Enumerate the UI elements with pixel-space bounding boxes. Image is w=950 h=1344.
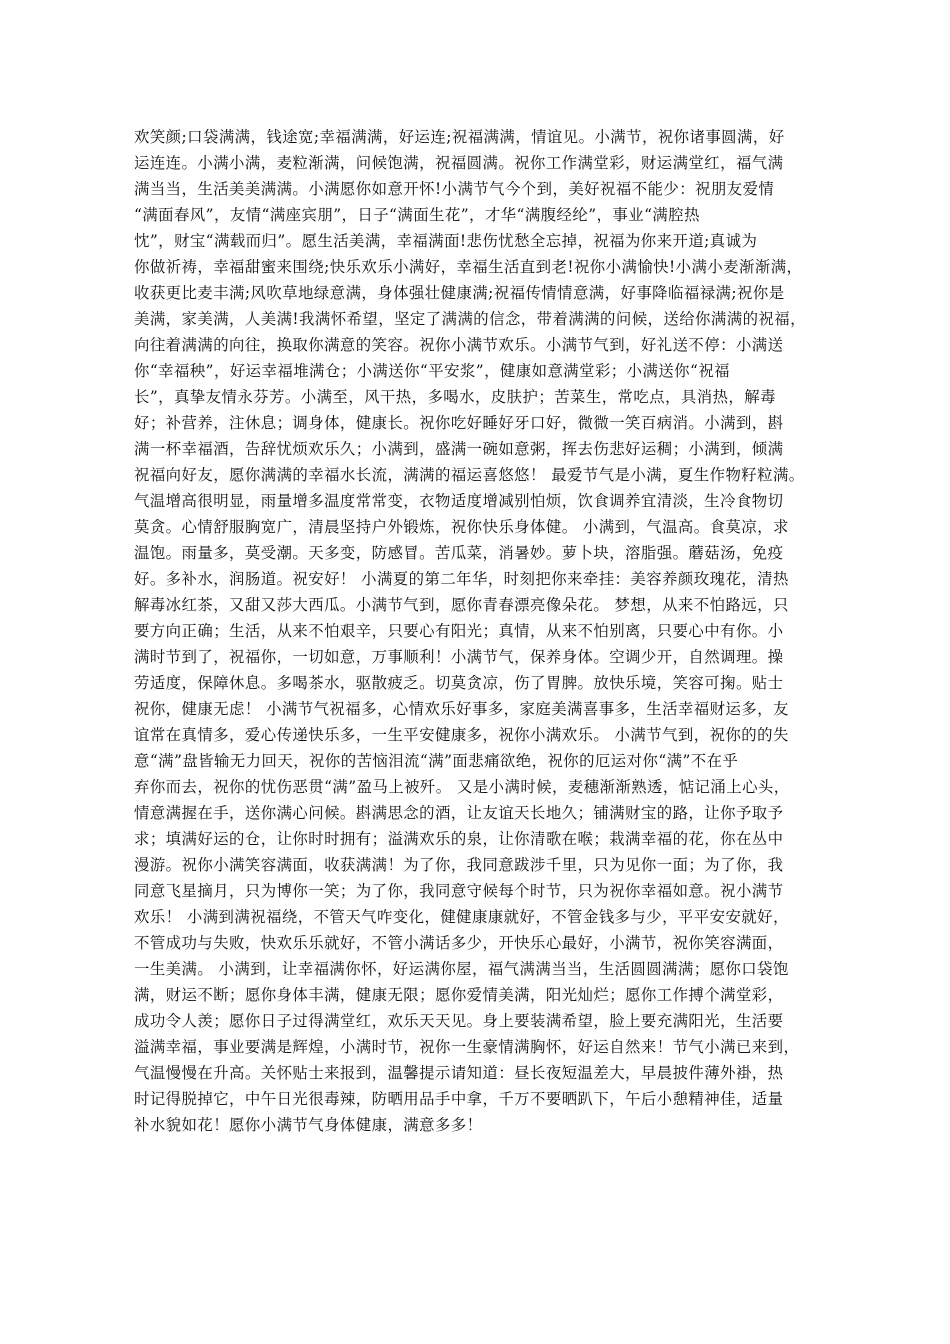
text-line: 欢乐！ 小满到满祝福绕，不管天气咋变化，健健康康就好，不管金钱多与少，平平安安就好， xyxy=(134,908,789,926)
text-line: 美满，家美满，人美满!我满怀希望，坚定了满满的信念，带着满满的问候，送给你满满的祝福， xyxy=(134,310,806,328)
text-line: 祝福向好友，愿你满满的幸福水长流，满满的福运喜悠悠！ 最爱节气是小满，夏生作物籽粒满。 xyxy=(134,466,805,484)
text-line: 弃你而去，祝你的忧伤恶贯“满”盈马上被歼。 又是小满时候，麦穗渐渐熟透，惦记涌上心头， xyxy=(134,778,790,796)
text-line: 忱”，财宝“满载而归”。愿生活美满，幸福满面!悲伤忧愁全忘掉，祝福为你来开道;真诚为 xyxy=(134,232,758,250)
text-line: 气温慢慢在升高。关怀贴士来报到，温馨提示请知道：昼长夜短温差大，早晨披件薄外褂，热 xyxy=(134,1064,784,1082)
text-line: 莫贪。心情舒服胸宽广，清晨坚持户外锻炼，祝你快乐身体健。 小满到，气温高。食莫凉，求 xyxy=(134,518,789,536)
text-line: 要方向正确；生活，从来不怕艰辛，只要心有阳光；真情，从来不怕别离，只要心中有你。小 xyxy=(134,622,784,640)
text-line: 谊常在真情多，爱心传递快乐多，一生平安健康多，祝你小满欢乐。 小满节气到，祝你的的失 xyxy=(134,726,789,744)
text-line: 满当当，生活美美满满。小满愿你如意开怀!小满节气今个到，美好祝福不能少：祝朋友爱情 xyxy=(134,180,775,198)
text-line: 满一杯幸福酒，告辞忧烦欢乐久；小满到，盛满一碗如意粥，挥去伤悲好运稠；小满到，倾满 xyxy=(134,440,784,458)
text-line: 收获更比麦丰满;风吹草地绿意满，身体强壮健康满;祝福传情情意满，好事降临福禄满;祝你是 xyxy=(134,284,785,302)
text-line: 欢笑颜;口袋满满，钱途宽;幸福满满，好运连;祝福满满，情谊见。小满节，祝你诸事圆满，好 xyxy=(134,128,785,146)
text-line: 满，财运不断；愿你身体丰满，健康无限；愿你爱情美满，阳光灿烂；愿你工作搏个满堂彩， xyxy=(134,986,784,1004)
text-line: 好。多补水，润肠道。祝安好！ 小满夏的第二年华，时刻把你来牵挂：美容养颜玫瑰花，清热 xyxy=(134,570,789,588)
text-line: 运连连。小满小满，麦粒渐满，问候饱满，祝福圆满。祝你工作满堂彩，财运满堂红，福气满 xyxy=(134,154,784,172)
text-line: 满时节到了，祝福你，一切如意，万事顺利！小满节气，保养身体。空调少开，自然调理。操 xyxy=(134,648,784,666)
text-line: 补水貌如花！愿你小满节气身体健康，满意多多！ xyxy=(134,1116,483,1134)
text-line: 漫游。祝你小满笑容满面，收获满满！为了你，我同意跋涉千里，只为见你一面；为了你，我 xyxy=(134,856,784,874)
text-line: 求；填满好运的仓，让你时时拥有；溢满欢乐的泉，让你清歌在喉；栽满幸福的花，你在丛中 xyxy=(134,830,784,848)
text-line: 温饱。雨量多，莫受潮。天多变，防感冒。苦瓜菜，消暑妙。萝卜块，溶脂强。蘑菇汤，免疫 xyxy=(134,544,784,562)
text-line: 意“满”盘皆输无力回天，祝你的苦恼泪流“满”面悲痛欲绝，祝你的厄运对你“满”不在乎 xyxy=(134,752,739,770)
text-line: 好；补营养，注休息；调身体，健康长。祝你吃好睡好牙口好，微微一笑百病消。小满到，斟 xyxy=(134,414,784,432)
text-line: 一生美满。 小满到，让幸福满你怀，好运满你屋，福气满满当当，生活圆圆满满；愿你口袋饱 xyxy=(134,960,789,978)
text-line: 气温增高很明显，雨量增多温度常常变，衣物适度增减别怕烦，饮食调养宜清淡，生冷食物切 xyxy=(134,492,784,510)
text-line: 长”，真挚友情永芬芳。小满至，风干热，多喝水，皮肤护；苦菜生，常吃点，具消热，解毒 xyxy=(134,388,776,406)
text-line: 情意满握在手，送你满心问候。斟满思念的酒，让友谊天长地久；铺满财宝的路，让你予取予 xyxy=(134,804,784,822)
text-line: 你“幸福秧”，好运幸福堆满仓；小满送你“平安浆”，健康如意满堂彩；小满送你“祝福 xyxy=(134,362,731,380)
text-line: 同意飞星摘月，只为博你一笑；为了你，我同意守候每个时节，只为祝你幸福如意。祝小满节 xyxy=(134,882,784,900)
text-line: 你做祈祷，幸福甜蜜来围绕;快乐欢乐小满好，幸福生活直到老!祝你小满愉快!小满小麦渐渐满， xyxy=(134,258,803,276)
text-line: “满面春风”，友情“满座宾朋”，日子“满面生花”，才华“满腹经纶”，事业“满腔热 xyxy=(134,206,700,224)
text-line: 成功令人羡；愿你日子过得满堂红，欢乐天天见。身上要装满希望，脸上要充满阳光，生活要 xyxy=(134,1012,784,1030)
text-line: 解毒冰红茶，又甜又莎大西瓜。小满节气到，愿你青春漂亮像朵花。 梦想，从来不怕路远，只 xyxy=(134,596,789,614)
body-text xyxy=(134,124,818,1138)
text-line: 溢满幸福，事业要满是辉煌，小满时节，祝你一生豪情满胸怀，好运自然来！节气小满已来到， xyxy=(134,1038,800,1056)
text-line: 不管成功与失败，快欢乐乐就好，不管小满话多少，开快乐心最好，小满节，祝你笑容满面， xyxy=(134,934,784,952)
text-line: 向往着满满的向往，换取你满意的笑容。祝你小满节欢乐。小满节气到，好礼送不停：小满送 xyxy=(134,336,784,354)
text-line: 时记得脱掉它，中午日光很毒辣，防晒用品手中拿，千万不要晒趴下，午后小憩精神佳，适量 xyxy=(134,1090,784,1108)
text-line: 祝你，健康无虑！ 小满节气祝福多，心情欢乐好事多，家庭美满喜事多，生活幸福财运多，友 xyxy=(134,700,789,718)
text-line: 劳适度，保障休息。多喝茶水，驱散疲乏。切莫贪凉，伤了胃脾。放快乐境，笑容可掬。贴士 xyxy=(134,674,784,692)
